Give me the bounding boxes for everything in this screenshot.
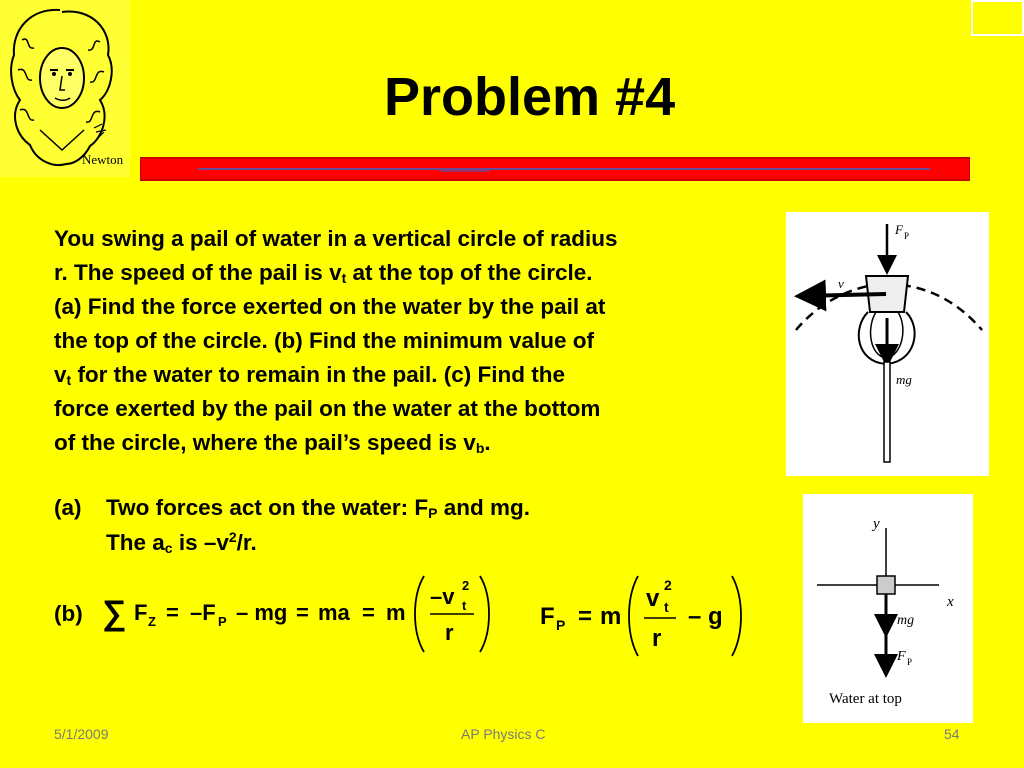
eq-superscript: 2 <box>462 578 470 593</box>
eq-subscript: P <box>556 617 566 633</box>
x-axis-label: x <box>947 594 954 610</box>
answer-text: is –v <box>172 530 229 555</box>
problem-line <box>54 392 774 426</box>
answer-b-label: (b) <box>54 601 83 626</box>
eq-term: –F <box>190 600 216 625</box>
problem-text: . <box>484 430 491 455</box>
answer-a-text <box>106 495 530 521</box>
pail-diagram-drawing <box>786 212 989 476</box>
left-paren <box>629 576 638 656</box>
problem-text: v <box>54 362 67 387</box>
subscript: t <box>66 372 72 388</box>
pail-force-label: F <box>897 649 906 664</box>
footer-date: 5/1/2009 <box>54 726 109 742</box>
problem-line <box>54 256 774 290</box>
eq-subscript: t <box>462 598 467 613</box>
problem-line <box>54 324 774 358</box>
y-axis-label: y <box>873 516 880 532</box>
equation-fp <box>538 570 748 660</box>
eq-sign: = <box>362 600 375 625</box>
pail-force-sub: P <box>907 657 913 667</box>
eq-sign: = <box>578 603 593 630</box>
answer-label: (a) <box>54 495 82 520</box>
problem-text: the top of the circle. (b) Find the minimum value of <box>54 328 595 353</box>
answer-text: and mg. <box>437 495 530 520</box>
footer-course: AP Physics C <box>461 726 546 742</box>
water-element <box>877 576 895 594</box>
problem-line <box>54 222 774 256</box>
rope <box>884 362 890 462</box>
pail-force-sub: P <box>904 231 910 241</box>
sigma-symbol: ∑ <box>102 594 127 632</box>
problem-text: r. The speed of the pail is v <box>54 260 342 285</box>
problem-text: You swing a pail of water in a vertical circle of radius <box>54 226 618 251</box>
answer-text: /r. <box>236 530 257 555</box>
right-paren <box>732 576 741 656</box>
fraction-numerator: v <box>646 585 660 612</box>
problem-text: force exerted by the pail on the water at the bottom <box>54 396 601 421</box>
answer-a-line1 <box>54 495 530 521</box>
free-body-diagram <box>803 494 973 723</box>
problem-text: of the circle, where the pail’s speed is v <box>54 430 476 455</box>
weight-label: mg <box>896 372 912 387</box>
diagram-caption: Water at top <box>829 691 902 707</box>
equation-sum-forces <box>100 570 500 658</box>
eq-term: ma <box>318 600 350 625</box>
slide-title: Problem #4 <box>384 67 676 127</box>
answer-a-line2 <box>106 530 257 556</box>
velocity-arrow <box>802 294 886 296</box>
eq-sign: = <box>166 600 179 625</box>
eq-subscript: Z <box>148 614 156 629</box>
problem-line <box>54 426 774 460</box>
pail-diagram <box>786 212 989 476</box>
superscript: 2 <box>228 529 237 545</box>
eq-term: F <box>134 600 148 625</box>
eq-term: F <box>540 603 555 630</box>
right-paren <box>480 576 489 652</box>
problem-statement <box>54 222 774 460</box>
subscript: P <box>428 505 438 521</box>
pail-force-label: F <box>895 222 903 237</box>
subscript: t <box>341 270 347 286</box>
eq-subscript: t <box>664 599 669 615</box>
eq-sign: = <box>296 600 309 625</box>
problem-text: (a) Find the force exerted on the water by the pail at <box>54 294 606 319</box>
corner-frame <box>971 0 1024 36</box>
velocity-label: v <box>838 276 844 291</box>
fraction-numerator: –v <box>430 584 455 609</box>
title-rule <box>140 156 970 182</box>
fraction-denominator: r <box>652 625 662 652</box>
answer-text: Two forces act on the water: F <box>106 495 429 520</box>
footer-page-number: 54 <box>944 726 960 742</box>
subscript: c <box>164 540 173 556</box>
eq-term: – mg <box>236 600 288 625</box>
eq-term: m <box>386 600 406 625</box>
newton-portrait <box>0 0 130 177</box>
weight-label: mg <box>897 613 915 628</box>
eq-term: – g <box>688 603 723 630</box>
eq-subscript: P <box>218 614 227 629</box>
left-paren <box>415 576 424 652</box>
answer-text: The a <box>106 530 165 555</box>
problem-line <box>54 358 774 392</box>
problem-text: at the top of the circle. <box>346 260 593 285</box>
eq-term: m <box>600 603 622 630</box>
fraction-denominator: r <box>445 620 454 645</box>
subscript: b <box>475 440 485 456</box>
problem-line <box>54 290 774 324</box>
eq-superscript: 2 <box>664 577 672 593</box>
problem-text: for the water to remain in the pail. (c) Find the <box>71 362 565 387</box>
portrait-caption: Newton <box>82 152 124 167</box>
free-body-drawing <box>803 494 973 723</box>
newton-portrait-drawing <box>0 0 130 177</box>
